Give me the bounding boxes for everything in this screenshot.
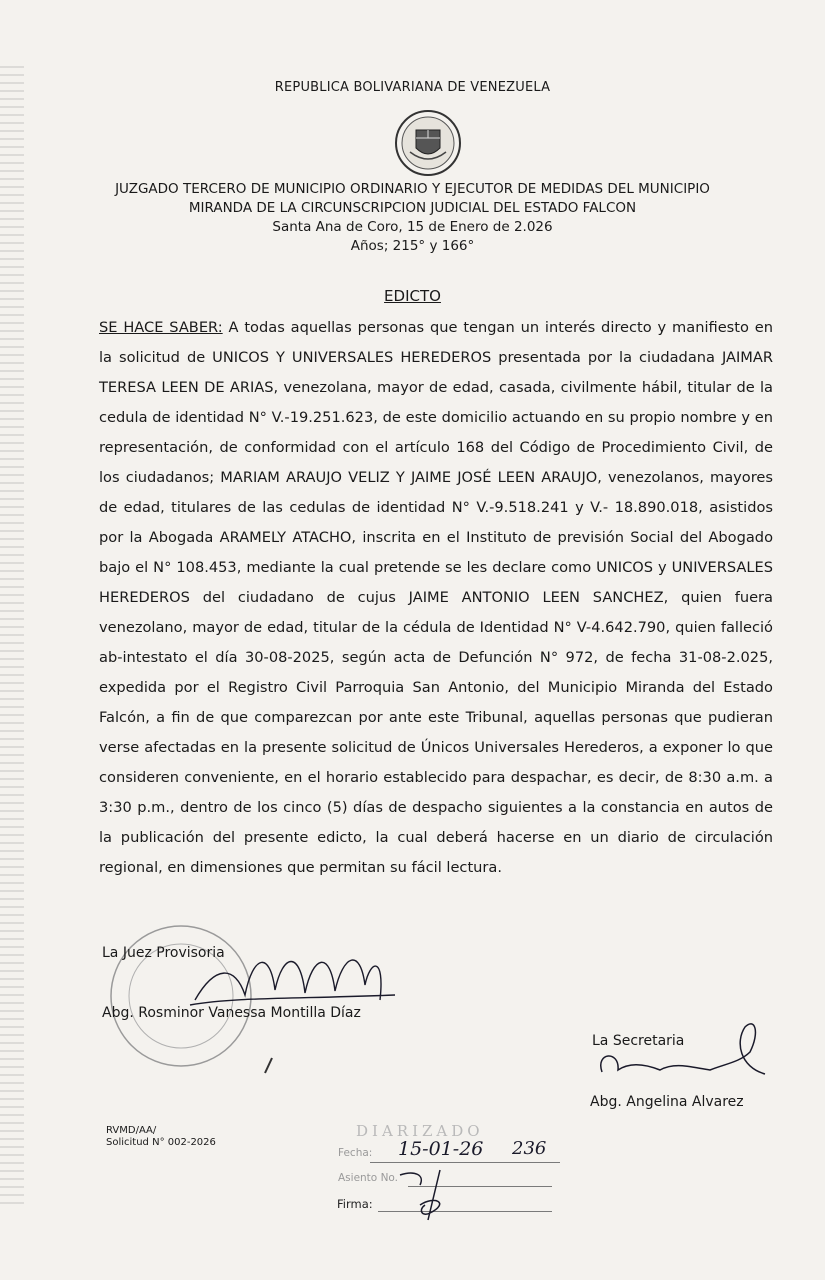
judge-name: Abg. Rosminor Vanessa Montilla Díaz: [102, 1005, 361, 1021]
document-title: [0, 287, 825, 305]
stamp-asiento-label: Asiento No.: [338, 1172, 398, 1184]
request-number: Solicitud N° 002-2026: [106, 1137, 216, 1148]
coat-of-arms-seal-icon: [384, 108, 472, 178]
edict-body: [99, 313, 773, 883]
reference-initials: RVMD/AA/: [106, 1125, 157, 1136]
secretary-signature-icon: [590, 1012, 780, 1097]
stamp-fecha-label: Fecha:: [338, 1147, 373, 1159]
secretary-name: Abg. Angelina Alvarez: [590, 1094, 744, 1110]
pen-mark-icon: [262, 1055, 276, 1075]
title-text: EDICTO: [384, 287, 441, 305]
fecha-line: [370, 1162, 560, 1163]
stamp-number-value: 236: [512, 1138, 547, 1159]
diary-stamp-title: DIARIZADO: [356, 1122, 484, 1140]
secretary-title: La Secretaria: [592, 1033, 685, 1049]
stamp-fecha-value: 15-01-26: [398, 1138, 484, 1160]
body-text: A todas aquellas personas que tengan un interés directo y manifiesto en la solicitud de UNICOS Y UNIVERSALES HEREDEROS presentada por la ciudadana JAIMAR TERESA LEEN DE ARIAS, venezolana, mayor de edad, casada, civilmente hábil, titular de la cedula de identidad N° V.-19.251.623, de este domicilio actuando en su propio nombre y en representación, de conformidad con el artículo 168 del Código de Procedimiento Civil, de los ciudadanos; MARIAM ARAUJO VELIZ Y JAIME JOSÉ LEEN ARAUJO, venezolanos, mayores de edad, titulares de las cedulas de identidad N° V.-9.518.241 y V.- 18.890.018, asistidos por la Abogada ARAMELY ATACHO, inscrita en el Instituto de previsión Social del Abogado bajo el N° 108.453, mediante la cual pretende se les declare como UNICOS y UNIVERSALES HEREDEROS del ciudadano de cujus JAIME ANTONIO LEEN SANCHEZ, quien fuera venezolano, mayor de edad, titular de la cédula de Identidad N° V-4.642.790, quien falleció ab-intestato el día 30-08-2025, según acta de Defunción N° 972, de fecha 31-08-2.025, expedida por el Registro Civil Parroquia San Antonio, del Municipio Miranda del Estado Falcón, a fin de que comparezcan por ante este Tribunal, aquellas personas que pudieran verse afectadas en la presente solicitud de Únicos Universales Herederos, a exponer lo que consideren conveniente, en el horario establecido para despachar, es decir, de 8:30 a.m. a 3:30 p.m., dentro de los cinco (5) días de despacho siguientes a la constancia en autos de la publicación del presente edicto, la cual deberá hacerse en un diario de circulación regional, en dimensiones que permitan su fácil lectura.: [99, 319, 773, 876]
republic-heading: REPUBLICA BOLIVARIANA DE VENEZUELA: [274, 80, 551, 95]
body-lead: SE HACE SABER:: [99, 319, 223, 336]
place-and-date: Santa Ana de Coro, 15 de Enero de 2.026: [272, 219, 553, 235]
years-line: Años; 215° y 166°: [350, 238, 475, 254]
court-name-line2: MIRANDA DE LA CIRCUNSCRIPCION JUDICIAL DEL ESTADO FALCON: [188, 200, 637, 216]
stamp-firma-label: Firma:: [337, 1197, 373, 1211]
stamp-signature-icon: [380, 1165, 470, 1225]
judge-title: La Juez Provisoria: [102, 945, 225, 961]
court-name-line1: JUZGADO TERCERO DE MUNICIPIO ORDINARIO Y EJECUTOR DE MEDIDAS DEL MUNICIPIO: [115, 181, 710, 197]
